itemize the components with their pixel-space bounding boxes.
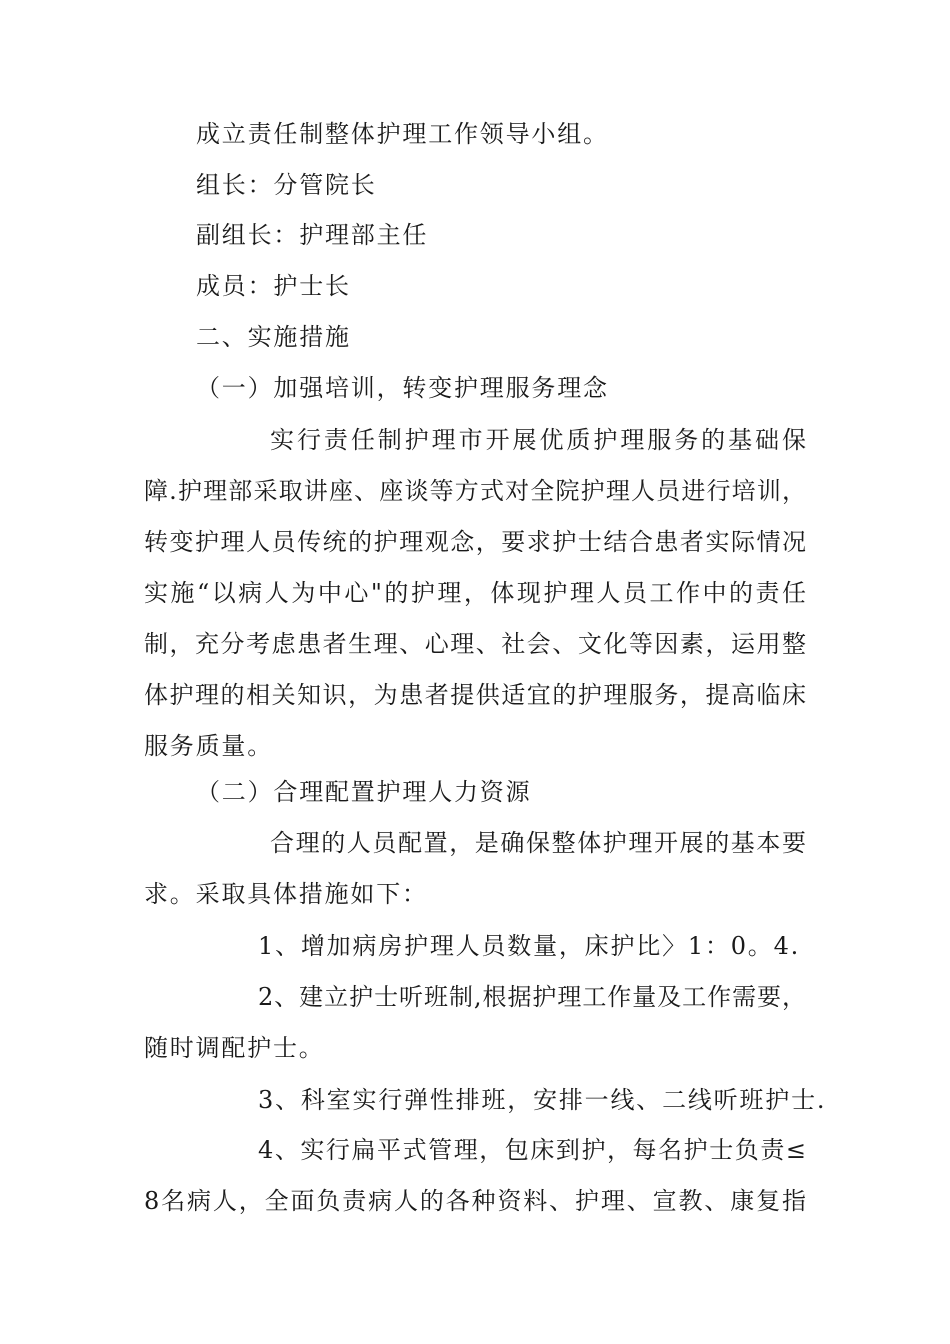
para1-line: 制，充分考虑患者生理、心理、社会、文化等因素，运用整 <box>144 630 806 658</box>
para2-line: 求。采取具体措施如下： <box>144 880 428 908</box>
para1-line: 转变护理人员传统的护理观念，要求护士结合患者实际情况 <box>144 528 806 556</box>
deputy-leader-line: 副组长：护理部主任 <box>196 221 429 249</box>
sub2-heading: （二）合理配置护理人力资源 <box>196 778 532 806</box>
para1-line: 体护理的相关知识，为患者提供适宜的护理服务，提高临床 <box>144 681 806 709</box>
list-item-4-line: 8名病人，全面负责病人的各种资料、护理、宣教、康复指 <box>144 1187 806 1215</box>
para2-line: 合理的人员配置，是确保整体护理开展的基本要 <box>270 829 806 857</box>
para1-line: 障.护理部采取讲座、座谈等方式对全院护理人员进行培训， <box>144 477 806 505</box>
list-item-4-line: 4、实行扁平式管理，包床到护，每名护士负责≤ <box>258 1136 806 1164</box>
list-item-3: 3、科室实行弹性排班，安排一线、二线听班护士. <box>258 1086 827 1114</box>
section-two-heading: 二、实施措施 <box>196 323 351 351</box>
members-line: 成员：护士长 <box>196 272 351 300</box>
para1-line: 服务质量。 <box>144 732 273 760</box>
leader-line: 组长：分管院长 <box>196 171 377 199</box>
para1-line: 实行责任制护理市开展优质护理服务的基础保 <box>270 426 806 454</box>
leader-group-title: 成立责任制整体护理工作领导小组。 <box>196 120 609 148</box>
para1-line: 实施“以病人为中心"的护理，体现护理人员工作中的责任 <box>144 579 806 607</box>
sub1-heading: （一）加强培训，转变护理服务理念 <box>196 374 609 402</box>
list-item-2-line: 随时调配护士。 <box>144 1034 325 1062</box>
list-item-1: 1、增加病房护理人员数量，床护比〉1：0。4. <box>258 932 801 960</box>
list-item-2-line: 2、建立护士听班制,根据护理工作量及工作需要， <box>258 983 806 1011</box>
